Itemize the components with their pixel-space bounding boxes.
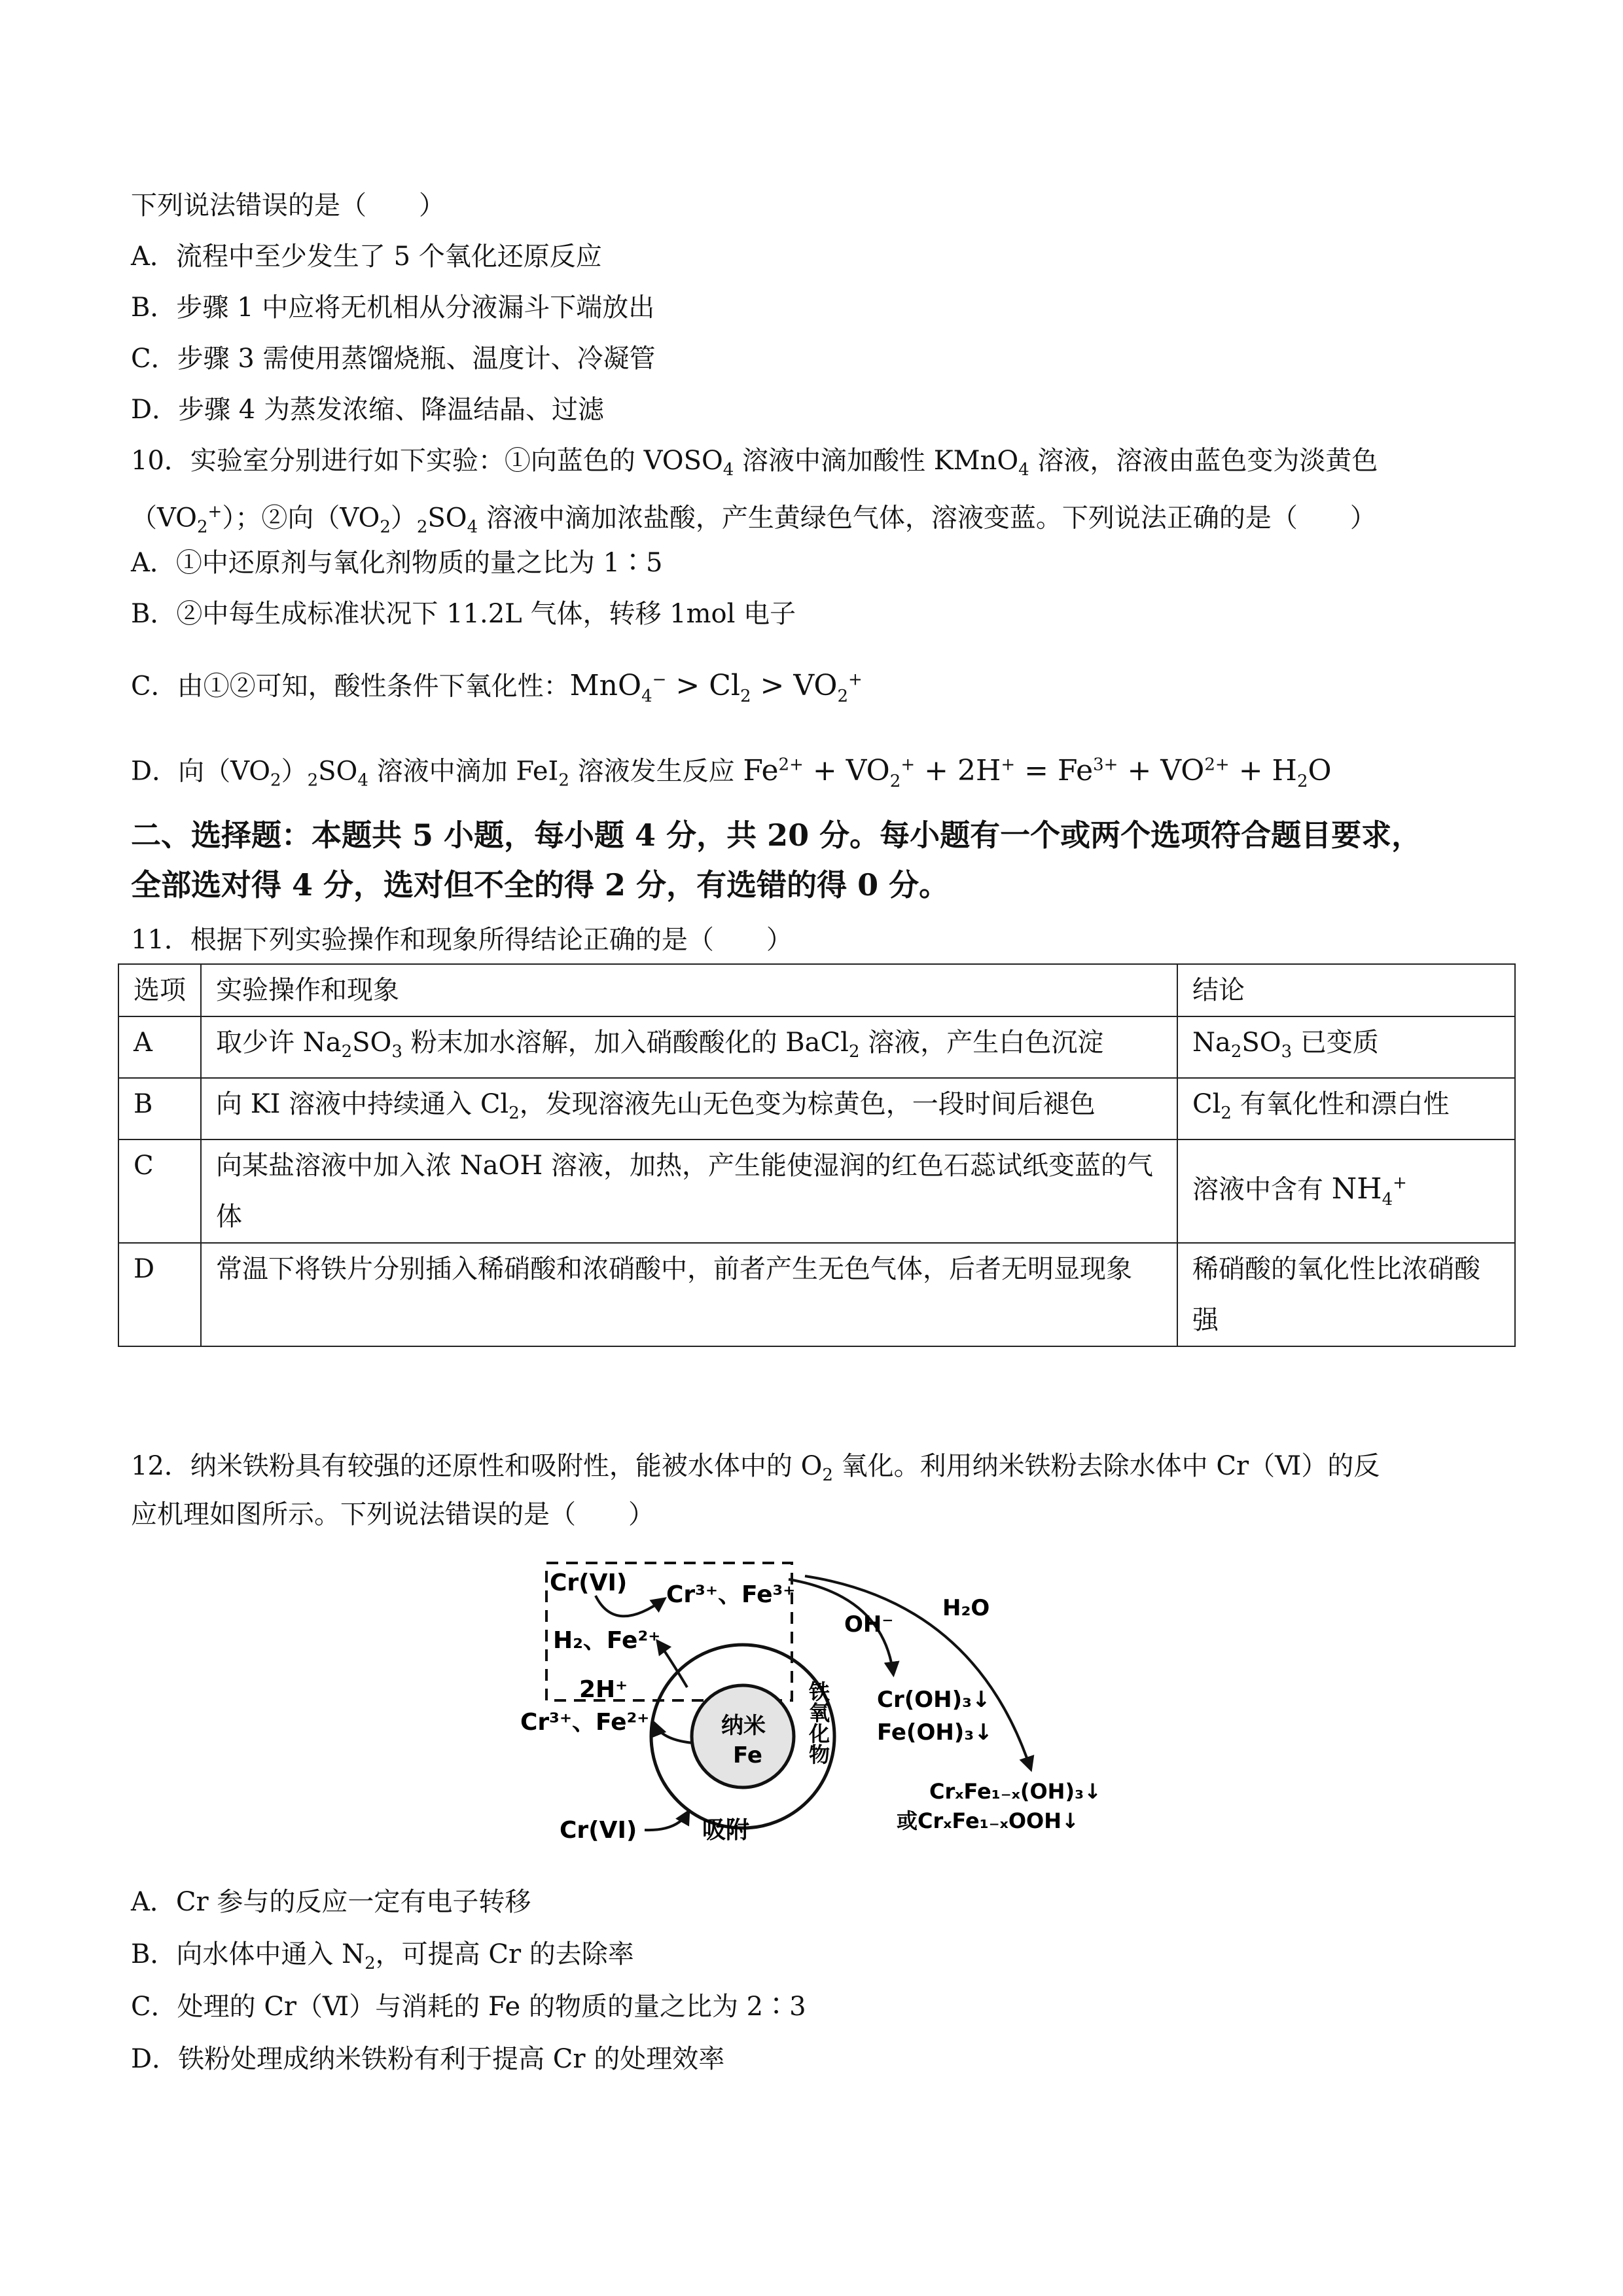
- label-h2o: H₂O: [942, 1595, 990, 1621]
- header-option: 选项: [118, 964, 201, 1016]
- label-feoh3: Fe(OH)₃↓: [877, 1719, 993, 1746]
- label-mixed-oxyhydroxide: 或CrₓFe₁₋ₓOOH↓: [897, 1808, 1079, 1833]
- section2-title-line1: 二、选择题：本题共 5 小题，每小题 4 分，共 20 分。每小题有一个或两个选项符合题目要求，: [131, 817, 1422, 853]
- q12-option-d: D．铁粉处理成纳米铁粉有利于提高 Cr 的处理效率: [131, 2044, 725, 2074]
- q12-stem-line2: 应机理如图所示。下列说法错误的是（ ）: [131, 1499, 654, 1530]
- q10-stem-line2: $(VO_2^+)$；②向$(VO_2)_2SO_4$ 溶液中滴加浓盐酸，产生黄绿色气体，溶液变蓝。下列说法正确的是（ ）: [131, 502, 1376, 537]
- q10-stem-line1: 10．实验室分别进行如下实验：①向蓝色的 $VOSO_4$ 溶液中滴加酸性 KMnO$_4$ 溶液，溶液由蓝色变为淡黄色: [131, 446, 1378, 480]
- label-cr6-bottom: Cr(VI): [560, 1817, 637, 1844]
- row-conclusion: 溶液中含有 $NH_4^+$: [1177, 1139, 1515, 1243]
- table-header-row: [118, 964, 1515, 1016]
- label-iron-oxide: 铁氧化物: [806, 1681, 830, 1765]
- label-h2-fe2: H₂、Fe²⁺: [553, 1627, 661, 1654]
- row-operation: 向某盐溶液中加入浓 NaOH 溶液，加热，产生能使湿润的红色石蕊试纸变蓝的气体: [201, 1139, 1177, 1243]
- row-conclusion: $Na_2SO_3$ 已变质: [1177, 1016, 1515, 1078]
- q9-option-d: D．步骤 4 为蒸发浓缩、降温结晶、过滤: [131, 395, 604, 425]
- header-operation: 实验操作和现象: [201, 964, 1177, 1016]
- label-oh: OH⁻: [844, 1611, 894, 1638]
- arrow-to-cr3-fe2: [654, 1723, 692, 1743]
- table-row: [118, 1016, 1515, 1078]
- label-nano: 纳米: [721, 1713, 766, 1739]
- row-operation: 常温下将铁片分别插入稀硝酸和浓硝酸中，前者产生无色气体，后者无明显现象: [201, 1243, 1177, 1346]
- row-label: A: [118, 1016, 201, 1078]
- row-conclusion: 稀硝酸的氧化性比浓硝酸强: [1177, 1243, 1515, 1346]
- row-operation: 向 KI 溶液中持续通入 $Cl_2$，发现溶液先山无色变为棕黄色，一段时间后褪色: [201, 1078, 1177, 1139]
- q10-option-d: D．向$(VO_2)_2SO_4$ 溶液中滴加 FeI$_2$ 溶液发生反应 $Fe^{2+} + VO_2^+ + 2H^+ = Fe^{3+} + VO^{2+} + H_2O$: [131, 753, 1332, 791]
- arrow-adsorb: [645, 1812, 688, 1830]
- label-adsorb: 吸附: [702, 1817, 750, 1844]
- header-conclusion: 结论: [1177, 964, 1515, 1016]
- reaction-mechanism-diagram: [517, 1550, 1132, 1864]
- label-mixed-hydroxide: CrₓFe₁₋ₓ(OH)₃↓: [929, 1779, 1101, 1804]
- label-cr6-top: Cr(VI): [550, 1570, 628, 1596]
- row-label: D: [118, 1243, 201, 1346]
- q10-option-b: B．②中每生成标准状况下 11.2L 气体，转移 1mol 电子: [131, 599, 796, 629]
- arrow-cr6-to-cr3: [596, 1596, 664, 1616]
- table-row: [118, 1139, 1515, 1243]
- q12-stem-line1: 12．纳米铁粉具有较强的还原性和吸附性，能被水体中的 $O_2$ 氧化。利用纳米铁粉去除水体中 Cr（Ⅵ）的反: [131, 1451, 1380, 1485]
- table-row: [118, 1078, 1515, 1139]
- table-row: [118, 1243, 1515, 1346]
- section2-title-line2: 全部选对得 4 分，选对但不全的得 2 分，有选错的得 0 分。: [131, 867, 950, 903]
- q9-stem: 下列说法错误的是（ ）: [131, 190, 445, 221]
- label-cr3-fe2: Cr³⁺、Fe²⁺: [520, 1709, 650, 1736]
- label-2h: 2H⁺: [579, 1676, 628, 1703]
- q11-table: [118, 963, 1516, 1347]
- label-fe: Fe: [733, 1742, 762, 1768]
- q10-option-a: A．①中还原剂与氧化剂物质的量之比为 1∶5: [131, 548, 663, 578]
- q12-option-b: B．向水体中通入 $N_2$，可提高 Cr 的去除率: [131, 1939, 634, 1973]
- q12-option-c: C．处理的 Cr（Ⅵ）与消耗的 Fe 的物质的量之比为 2∶3: [131, 1992, 806, 2022]
- q9-option-c: C．步骤 3 需使用蒸馏烧瓶、温度计、冷凝管: [131, 344, 656, 374]
- label-croh3: Cr(OH)₃↓: [877, 1687, 991, 1713]
- q9-option-b: B．步骤 1 中应将无机相从分液漏斗下端放出: [131, 293, 655, 323]
- label-cr3-fe3: Cr³⁺、Fe³⁺: [666, 1581, 796, 1608]
- row-label: B: [118, 1078, 201, 1139]
- q11-stem: 11．根据下列实验操作和现象所得结论正确的是（ ）: [131, 925, 793, 955]
- q12-option-a: A．Cr 参与的反应一定有电子转移: [131, 1887, 531, 1917]
- q9-option-a: A．流程中至少发生了 5 个氧化还原反应: [131, 242, 602, 272]
- q10-option-c: C．由①②可知，酸性条件下氧化性：$MnO_4^- > Cl_2 > VO_2^+$: [131, 668, 863, 706]
- row-label: C: [118, 1139, 201, 1243]
- arrow-2h-to-h2: [658, 1641, 687, 1687]
- row-operation: 取少许 $Na_2SO_3$ 粉末加水溶解，加入硝酸酸化的 BaCl$_2$ 溶液，产生白色沉淀: [201, 1016, 1177, 1078]
- row-conclusion: $Cl_2$ 有氧化性和漂白性: [1177, 1078, 1515, 1139]
